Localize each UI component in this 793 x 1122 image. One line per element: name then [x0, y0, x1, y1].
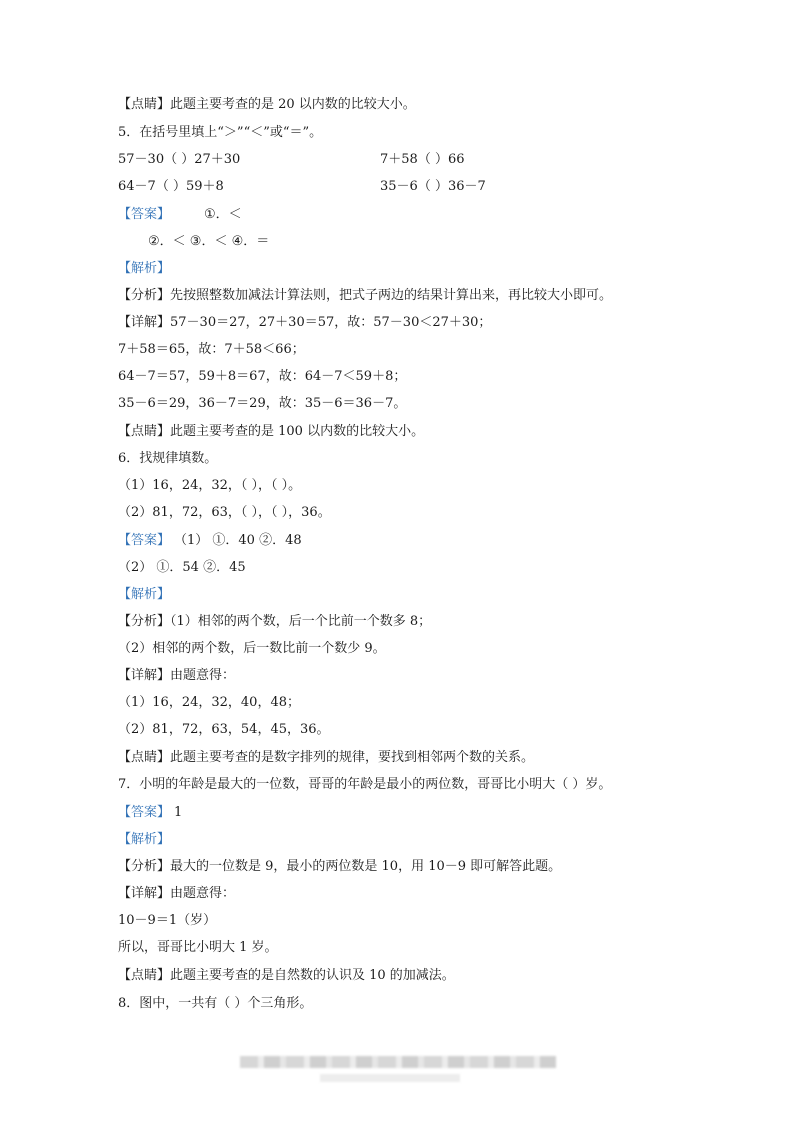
text-line: 【点睛】此题主要考查的是 20 以内数的比较大小。 — [118, 97, 416, 112]
text-fragment: （2） ①．54 ②．45 — [118, 560, 246, 575]
text-fragment: 1 — [174, 805, 183, 820]
text-fragment: ②．＜ ③．＜ ④．＝ — [148, 234, 270, 249]
text-line: 【详解】57－30＝27，27＋30＝57，故：57－30＜27＋30； — [118, 315, 492, 330]
text-line: （1）16，24，32，40，48； — [118, 695, 300, 710]
text-fragment: 57－30（ ）27＋30 — [118, 152, 241, 167]
text-line: 7．小明的年龄是最大的一位数，哥哥的年龄是最小的两位数，哥哥比小明大（ ）岁。 — [118, 777, 612, 792]
text-line: 35－6＝29，36－7＝29，故：35－6＝36－7。 — [118, 396, 407, 411]
text-line: 【解析】 — [118, 587, 171, 602]
text-line: （1）16，24，32，（ ），（ ）。 — [118, 478, 302, 493]
text-line: 【分析】先按照整数加减法计算法则，把式子两边的结果计算出来，再比较大小即可。 — [118, 288, 613, 303]
text-fragment: ①．＜ — [204, 207, 242, 222]
text-line: 【解析】 — [118, 832, 171, 847]
text-line: 【点睛】此题主要考查的是数字排列的规律，要找到相邻两个数的关系。 — [118, 750, 535, 765]
text-line: 5．在括号里填上“＞”“＜”或“＝”。 — [118, 125, 323, 140]
text-line: 【详解】由题意得： — [118, 886, 236, 901]
text-line: 【详解】由题意得： — [118, 668, 236, 683]
text-line: （2）81，72，63，54，45，36。 — [118, 722, 330, 737]
text-line: 【点睛】此题主要考查的是自然数的认识及 10 的加减法。 — [118, 968, 455, 983]
text-line: 6．找规律填数。 — [118, 451, 218, 466]
blurred-footer — [240, 1056, 556, 1068]
text-line: 8．图中，一共有（ ）个三角形。 — [118, 996, 313, 1011]
text-line: 【点睛】此题主要考查的是 100 以内数的比较大小。 — [118, 424, 425, 439]
text-fragment: 【答案】 — [118, 533, 171, 548]
text-line: 【答案】 — [118, 207, 171, 222]
text-line: 10－9＝1（岁） — [118, 913, 217, 928]
text-line: 7＋58＝65，故：7＋58＜66； — [118, 342, 305, 357]
text-fragment: 7＋58（ ）66 — [380, 152, 465, 167]
text-line: 所以，哥哥比小明大 1 岁。 — [118, 940, 278, 955]
text-line: （2）81，72，63，（ ），（ ），36。 — [118, 505, 331, 520]
text-fragment: 64－7（ ）59＋8 — [118, 179, 224, 194]
text-fragment: 35－6（ ）36－7 — [380, 179, 486, 194]
text-line: 64－7＝57，59＋8＝67，故：64－7＜59＋8； — [118, 369, 407, 384]
text-line: （2）相邻的两个数，后一数比前一个数少 9。 — [118, 641, 386, 656]
blurred-footer-line2 — [320, 1074, 460, 1082]
text-line: 【分析】（1）相邻的两个数，后一个比前一个数多 8； — [118, 614, 432, 629]
text-line: 【解析】 — [118, 261, 171, 276]
text-fragment: （1） ①．40 ②．48 — [174, 533, 302, 548]
text-line: 【分析】最大的一位数是 9，最小的两位数是 10，用 10－9 即可解答此题。 — [118, 859, 562, 874]
text-fragment: 【答案】 — [118, 805, 171, 820]
